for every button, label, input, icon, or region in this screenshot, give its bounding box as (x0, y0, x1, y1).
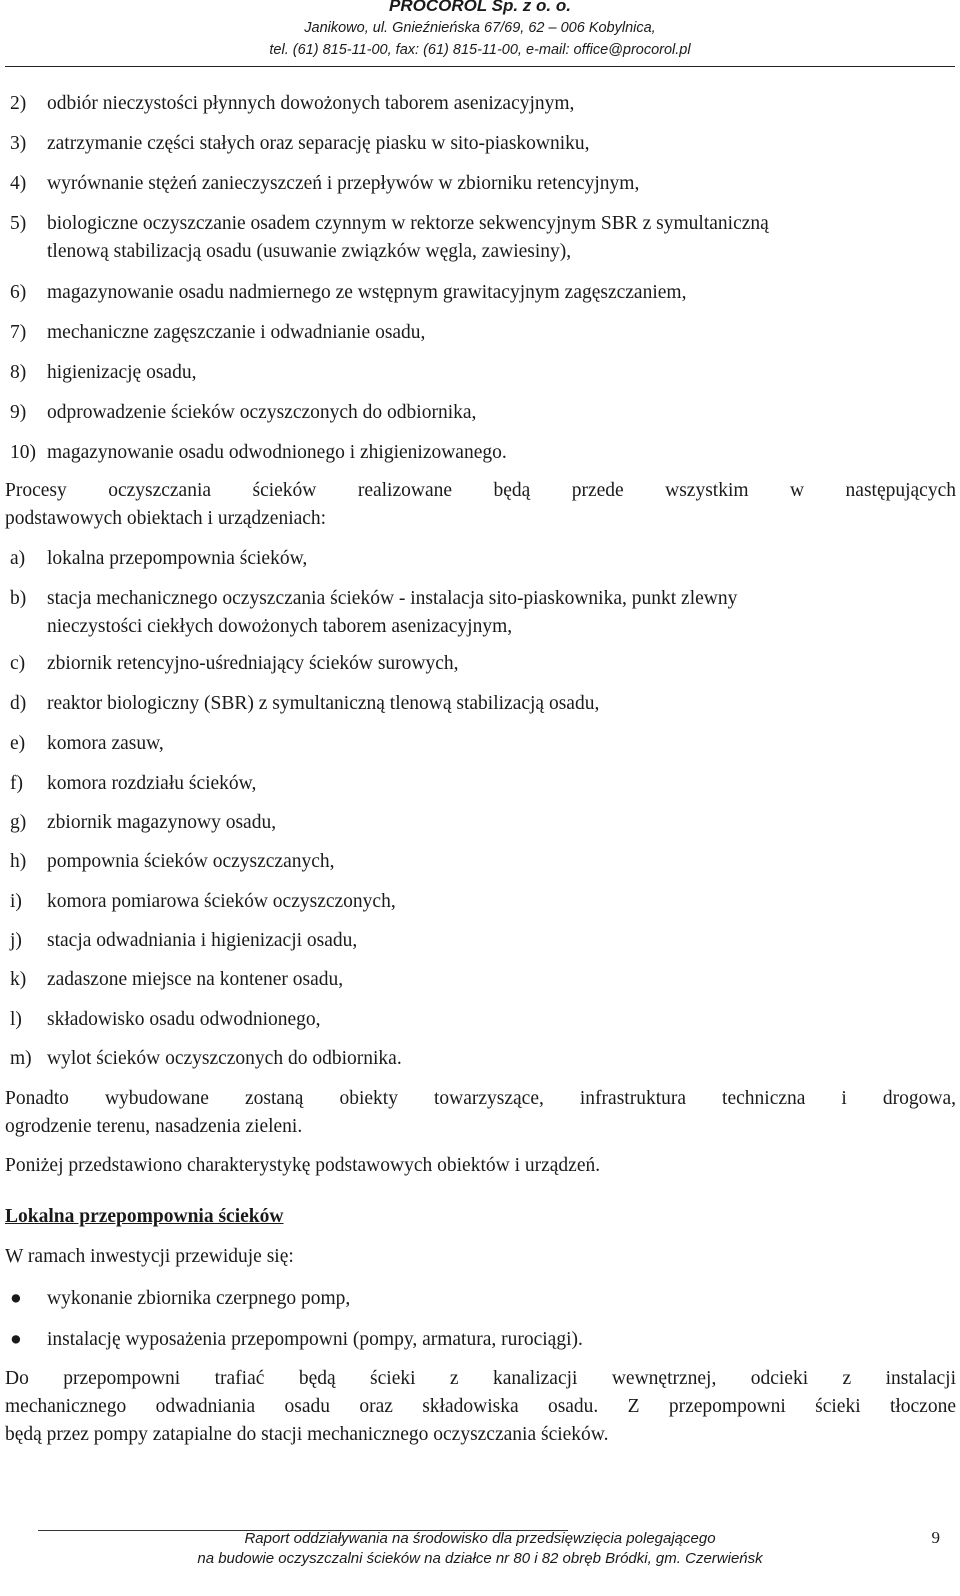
list-item: 10) magazynowanie osadu odwodnionego i zhigienizowanego. (10, 442, 507, 463)
paragraph-line: Procesy oczyszczania ścieków realizowane będą przede wszystkim w następujących (5, 480, 956, 501)
section-intro: W ramach inwestycji przewiduje się: (5, 1246, 294, 1267)
bullet-icon: ● (10, 1329, 22, 1350)
list-item: 2) odbiór nieczystości płynnych dowożonych taborem asenizacyjnym, (10, 93, 575, 114)
company-address: Janikowo, ul. Gnieźnieńska 67/69, 62 – 006 Kobylnica, (304, 20, 656, 36)
bullet-item: instalację wyposażenia przepompowni (pompy, armatura, rurociągi). (47, 1329, 583, 1350)
list-item: 6) magazynowanie osadu nadmiernego ze wstępnym grawitacyjnym zagęszczaniem, (10, 282, 687, 303)
list-item: 8) higienizację osadu, (10, 362, 197, 383)
paragraph-line: będą przez pompy zatapialne do stacji mechanicznego oczyszczania ścieków. (5, 1424, 609, 1445)
list-item: 7) mechaniczne zagęszczanie i odwadnianie osadu, (10, 322, 426, 343)
paragraph-line: Poniżej przedstawiono charakterystykę podstawowych obiektów i urządzeń. (5, 1155, 601, 1176)
list-item: k) zadaszone miejsce na kontener osadu, (10, 969, 344, 990)
paragraph-line: mechanicznego odwadniania osadu oraz składowiska osadu. Z przepompowni ścieki tłoczone (5, 1396, 956, 1417)
header-divider (5, 66, 955, 67)
list-item: l) składowisko osadu odwodnionego, (10, 1009, 321, 1030)
section-heading: Lokalna przepompownia ścieków (5, 1206, 284, 1227)
page-number: 9 (931, 1528, 940, 1547)
list-item: g) zbiornik magazynowy osadu, (10, 812, 277, 833)
company-name: PROCOROL Sp. z o. o. (389, 0, 571, 15)
list-item: h) pompownia ścieków oczyszczanych, (10, 851, 335, 872)
list-item: j) stacja odwadniania i higienizacji osadu, (10, 930, 358, 951)
paragraph-line: ogrodzenie terenu, nasadzenia zieleni. (5, 1116, 303, 1137)
list-item-continuation: nieczystości ciekłych dowożonych taborem asenizacyjnym, (47, 616, 513, 637)
company-contact: tel. (61) 815-11-00, fax: (61) 815-11-00, e-mail: office@procorol.pl (269, 42, 691, 58)
list-item: d) reaktor biologiczny (SBR) z symultaniczną tlenową stabilizacją osadu, (10, 693, 600, 714)
list-item: 4) wyrównanie stężeń zanieczyszczeń i przepływów w zbiorniku retencyjnym, (10, 173, 640, 194)
list-item-continuation: tlenową stabilizacją osadu (usuwanie związków węgla, zawiesiny), (47, 241, 572, 262)
bullet-icon: ● (10, 1288, 22, 1309)
paragraph-line: Ponadto wybudowane zostaną obiekty towarzyszące, infrastruktura techniczna i drogowa, (5, 1088, 956, 1109)
list-item: 9) odprowadzenie ścieków oczyszczonych do odbiornika, (10, 402, 477, 423)
paragraph-line: Do przepompowni trafiać będą ścieki z kanalizacji wewnętrznej, odcieki z instalacji (5, 1368, 956, 1389)
list-item: c) zbiornik retencyjno-uśredniający ścieków surowych, (10, 653, 459, 674)
footer-line: na budowie oczyszczalni ścieków na działce nr 80 i 82 obręb Bródki, gm. Czerwieńsk (197, 1550, 763, 1567)
list-item: e) komora zasuw, (10, 733, 164, 754)
list-item: 3) zatrzymanie części stałych oraz separację piasku w sito-piaskowniku, (10, 133, 590, 154)
list-item: 5) biologiczne oczyszczanie osadem czynnym w rektorze sekwencyjnym SBR z symultaniczną (10, 213, 769, 234)
list-item: i) komora pomiarowa ścieków oczyszczonych, (10, 891, 396, 912)
list-item: a) lokalna przepompownia ścieków, (10, 548, 308, 569)
list-item: b) stacja mechanicznego oczyszczania ścieków - instalacja sito-piaskownika, punkt zlewny (10, 588, 738, 609)
list-item: f) komora rozdziału ścieków, (10, 773, 257, 794)
paragraph-line: podstawowych obiektach i urządzeniach: (5, 508, 327, 529)
footer-line: Raport oddziaływania na środowisko dla przedsięwzięcia polegającego (244, 1530, 716, 1547)
list-item: m) wylot ścieków oczyszczonych do odbiornika. (10, 1048, 402, 1069)
bullet-item: wykonanie zbiornika czerpnego pomp, (47, 1288, 351, 1309)
